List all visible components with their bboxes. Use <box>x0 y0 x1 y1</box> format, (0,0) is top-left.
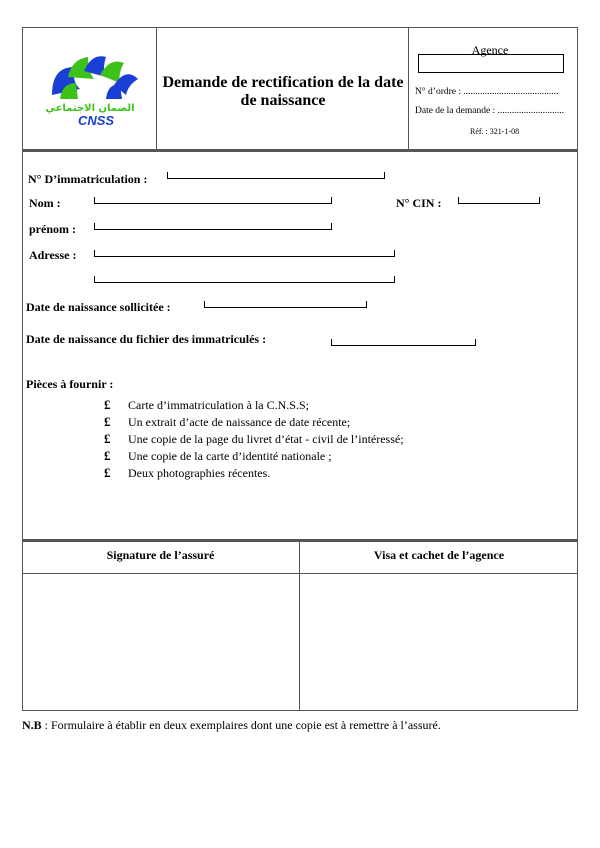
date-fichier-field[interactable] <box>331 339 476 346</box>
visa-agence-area[interactable] <box>300 574 577 710</box>
checkbox-icon[interactable]: £ <box>104 431 111 446</box>
reference: Réf. : 321-1-08 <box>470 127 520 136</box>
cin-field[interactable] <box>458 197 540 204</box>
footer-note <box>22 718 441 733</box>
visa-agence-title: Visa et cachet de l’agence <box>373 548 505 562</box>
list-item: £ Un extrait d’acte de naissance de date récente; <box>104 414 351 429</box>
signature-assure-area[interactable] <box>23 574 299 710</box>
checkbox-icon[interactable]: £ <box>104 465 111 480</box>
checkbox-icon[interactable]: £ <box>104 448 111 463</box>
date-fichier-label: Date de naissance du fichier des immatriculés : <box>26 332 267 346</box>
list-item: £ Carte d’immatriculation à la C.N.S.S; <box>104 397 309 412</box>
signature-assure-title: Signature de l’assuré <box>106 548 215 562</box>
form-title: Demande de rectification de la date de naissance <box>162 74 404 109</box>
cin-label: N° CIN : <box>396 196 442 210</box>
logo-arabic-text: الضمان الاجتماعي <box>45 103 135 114</box>
date-sollicitee-label: Date de naissance sollicitée : <box>26 300 171 314</box>
agence-field[interactable] <box>418 54 564 73</box>
cnss-logo <box>22 27 157 150</box>
prenom-field[interactable] <box>94 223 332 230</box>
checkbox-icon[interactable]: £ <box>104 414 111 429</box>
logo-cell <box>22 27 157 150</box>
immatriculation-field[interactable] <box>167 172 385 179</box>
list-item: £ Deux photographies récentes. <box>104 465 271 480</box>
logo-cnss-text: CNSS <box>77 113 115 128</box>
list-item: £ Une copie de la page du livret d’état - civil de l’intéressé; <box>104 431 404 446</box>
adresse-field-2[interactable] <box>94 276 395 283</box>
checkbox-icon[interactable]: £ <box>104 397 111 412</box>
nom-field[interactable] <box>94 197 332 204</box>
note-text: : Formulaire à établir en deux exemplaires dont une copie est à remettre à l’assuré. <box>41 718 441 732</box>
prenom-label: prénom : <box>29 222 76 236</box>
immatriculation-label: N° D’immatriculation : <box>28 172 148 186</box>
list-item: £ Une copie de la carte d’identité nationale ; <box>104 448 332 463</box>
adresse-field-1[interactable] <box>94 250 395 257</box>
note-prefix: N.B <box>22 718 42 732</box>
agence-label: Agence <box>471 43 509 57</box>
date-sollicitee-field[interactable] <box>204 301 367 308</box>
date-demande-label: Date de la demande : ............................ <box>415 106 565 116</box>
ordre-label: N° d’ordre : ........................................ <box>415 87 559 97</box>
pieces-title: Pièces à fournir : <box>26 377 114 391</box>
nom-label: Nom : <box>29 196 61 210</box>
pieces-list <box>104 396 404 481</box>
adresse-label: Adresse : <box>29 248 77 262</box>
